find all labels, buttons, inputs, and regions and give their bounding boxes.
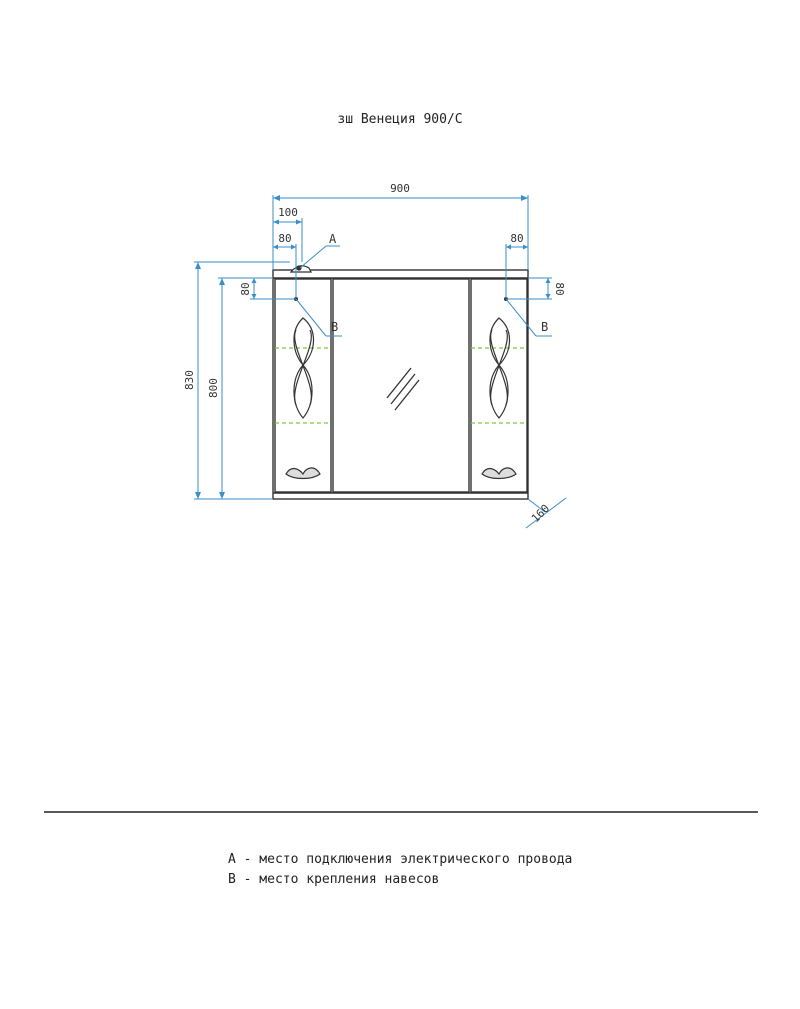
legend-line-b: В - место крепления навесов (228, 872, 440, 887)
right-door (471, 279, 527, 492)
left-door (275, 279, 331, 492)
marker-b-left: В (331, 320, 339, 334)
legend-line-a: А - место подключения электрического провода (228, 852, 573, 867)
legend (228, 850, 572, 890)
dim-80-left: 80 (278, 232, 292, 245)
dim-160: 160 (528, 501, 553, 526)
left-door-ornament (286, 318, 320, 479)
marker-b-right: В (541, 320, 549, 334)
dim-830: 830 (183, 370, 196, 390)
dim-900: 900 (390, 182, 410, 195)
hanger-points (294, 297, 508, 301)
mirror-reflection (387, 368, 419, 410)
shelves (275, 348, 527, 423)
dimension-arrows (195, 195, 551, 499)
dim-80-right: 80 (510, 232, 524, 245)
dim-800: 800 (207, 378, 220, 398)
marker-a: А (329, 232, 337, 246)
center-mirror (333, 279, 469, 492)
dim-80-right-vertical: 80 (553, 282, 566, 296)
drawing-title: зш Венеция 900/С (337, 112, 463, 127)
right-door-ornament (482, 318, 516, 479)
dim-80-left-vertical: 80 (239, 282, 252, 296)
dim-100: 100 (278, 206, 298, 219)
